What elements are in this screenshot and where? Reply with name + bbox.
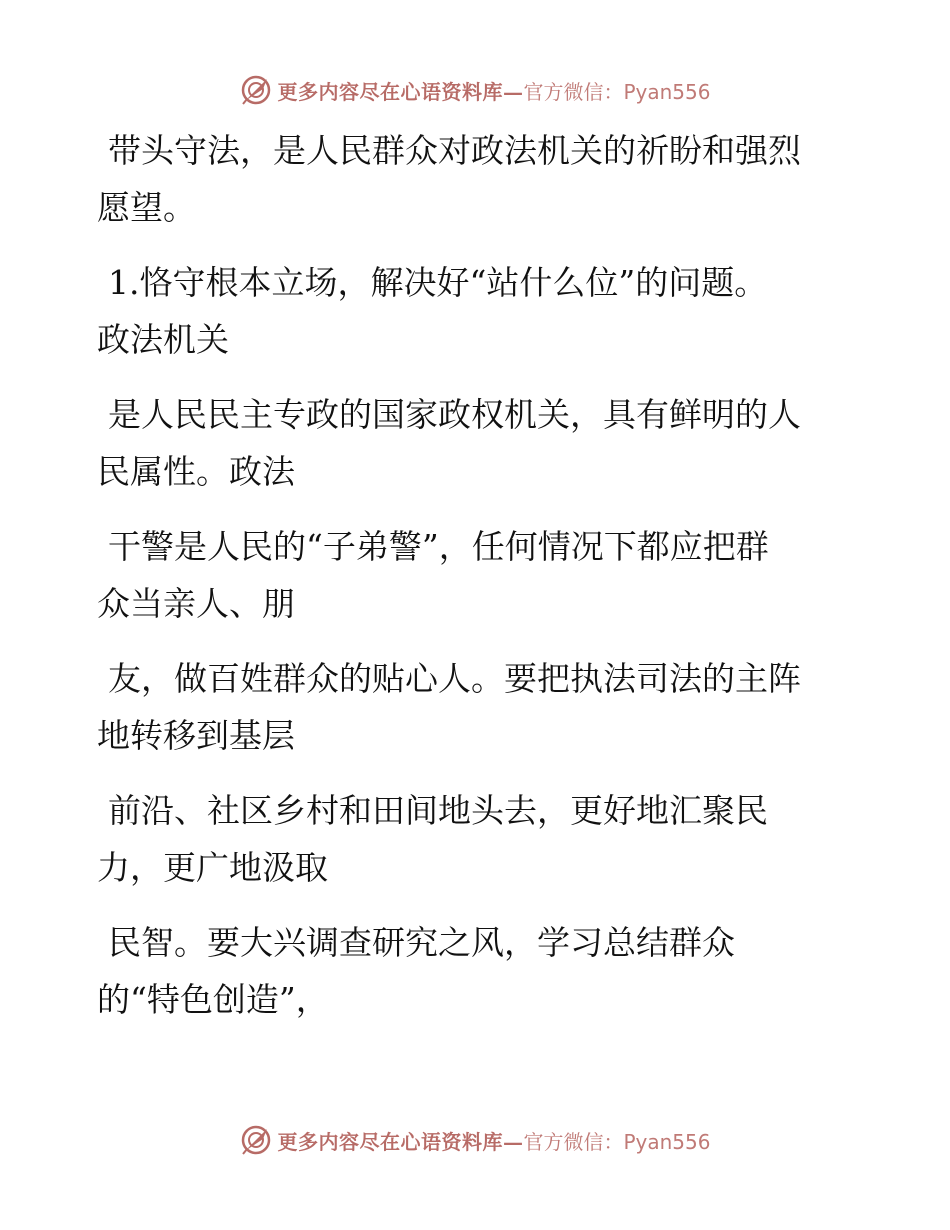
paragraph-line: 民属性。政法 (97, 452, 295, 491)
paragraph-1 (97, 122, 837, 236)
paragraph-line: 干警是人民的“子弟警”，任何情况下都应把群 (108, 527, 769, 566)
header-brand-text: 更多内容尽在心语资料库— (277, 79, 524, 104)
footer-wechat-text: 官方微信：Pyan556 (523, 1129, 711, 1154)
quill-logo-icon (239, 73, 273, 107)
paragraph-5 (97, 650, 837, 764)
paragraph-6 (97, 782, 837, 896)
paragraph-line: 1.恪守根本立场，解决好“站什么位”的问题。 (108, 263, 768, 302)
paragraph-line: 带头守法，是人民群众对政法机关的祈盼和强烈 (108, 131, 801, 170)
paragraph-7 (97, 914, 837, 1028)
paragraph-3 (97, 386, 837, 500)
footer-banner (0, 1120, 950, 1160)
paragraph-line: 愿望。 (97, 188, 196, 227)
header-banner (0, 70, 950, 110)
paragraph-line: 力，更广地汲取 (97, 848, 328, 887)
footer-brand-text: 更多内容尽在心语资料库— (277, 1129, 524, 1154)
document-body (97, 122, 837, 1046)
paragraph-line: 地转移到基层 (97, 716, 295, 755)
paragraph-line: 前沿、社区乡村和田间地头去，更好地汇聚民 (108, 791, 768, 830)
paragraph-2 (97, 254, 837, 368)
paragraph-line: 的“特色创造”， (97, 980, 329, 1019)
paragraph-line: 众当亲人、朋 (97, 584, 295, 623)
paragraph-line: 民智。要大兴调查研究之风，学习总结群众 (108, 923, 735, 962)
paragraph-line: 友，做百姓群众的贴心人。要把执法司法的主阵 (108, 659, 801, 698)
paragraph-line: 是人民民主专政的国家政权机关，具有鲜明的人 (108, 395, 801, 434)
paragraph-4 (97, 518, 837, 632)
header-wechat-text: 官方微信：Pyan556 (523, 79, 711, 104)
quill-logo-icon (239, 1123, 273, 1157)
paragraph-line: 政法机关 (97, 320, 229, 359)
